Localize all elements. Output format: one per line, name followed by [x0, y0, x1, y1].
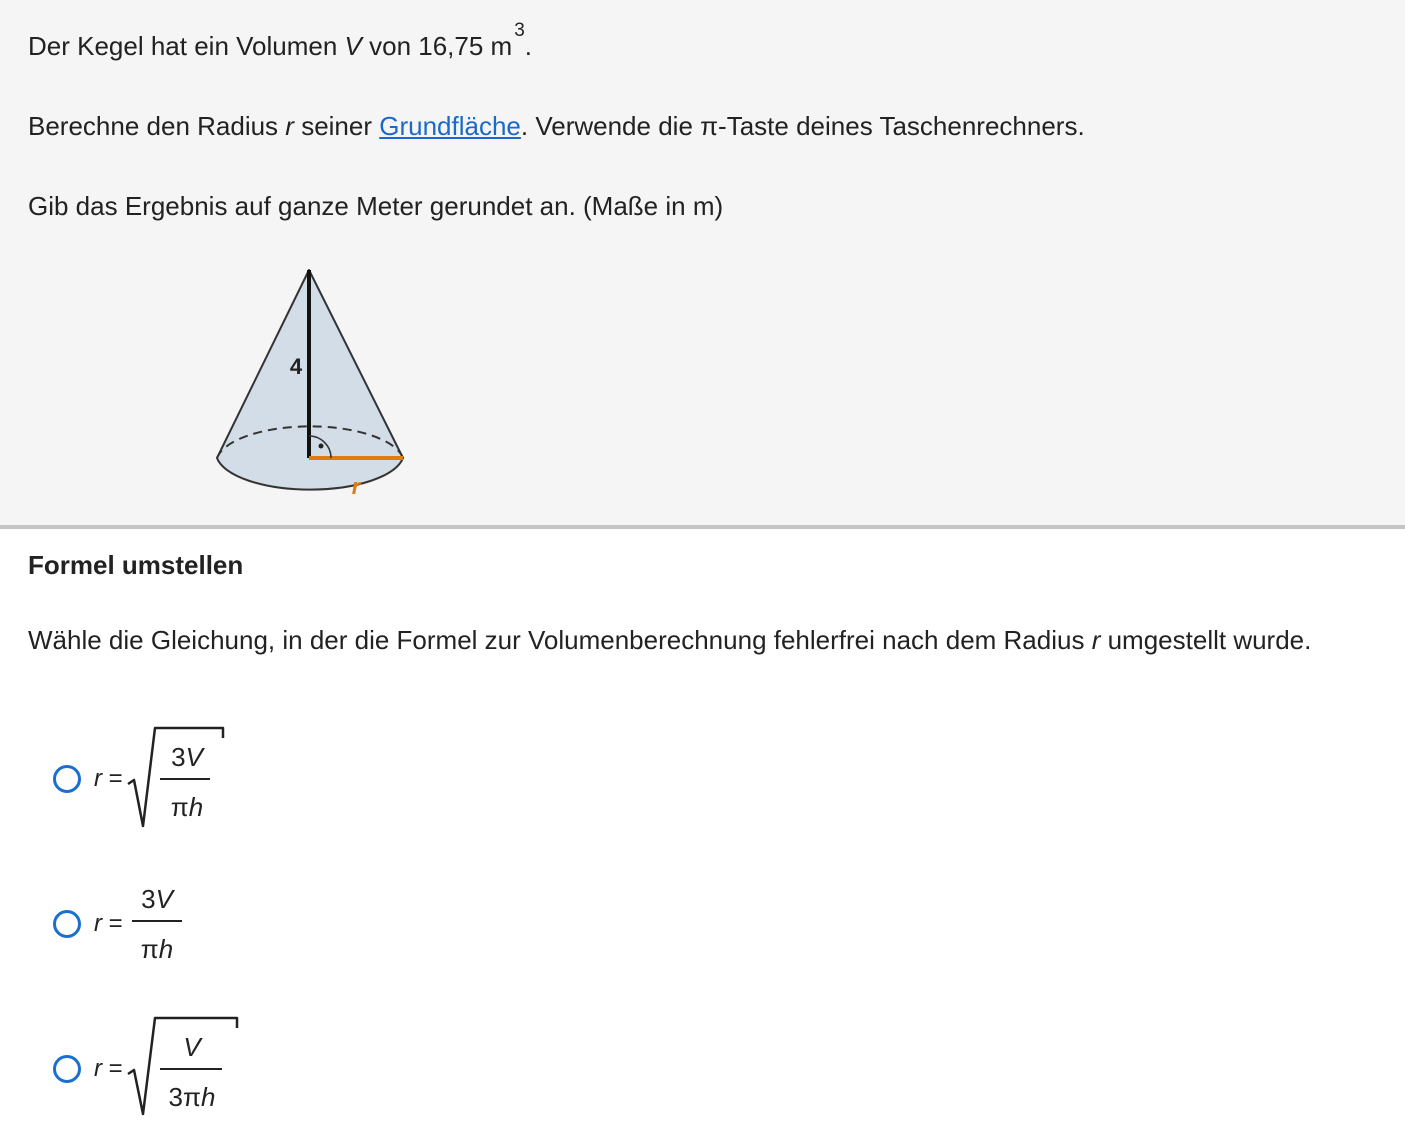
task-volume-line	[28, 20, 533, 66]
task-instruction-line	[28, 110, 1085, 142]
option-3-r: r	[94, 1055, 102, 1082]
option-1-numerator: 3V	[171, 742, 203, 772]
option-1-equals: =	[108, 765, 123, 792]
prompt-prefix: Wähle die Gleichung, in der die Formel zur Volumenberechnung fehlerfrei nach dem Radius	[28, 625, 1092, 655]
question-prompt	[28, 624, 1311, 656]
radio-button-option-2[interactable]	[53, 910, 81, 938]
radio-button-option-3[interactable]	[53, 1055, 81, 1083]
cone-figure	[195, 258, 425, 503]
option-3-numerator: V	[183, 1032, 201, 1062]
option-2-denominator: πh	[140, 934, 174, 964]
radius-label: r	[351, 474, 361, 499]
option-2-r: r	[94, 910, 102, 937]
option-1-lhs	[94, 765, 123, 793]
instruction-suffix: . Verwende die π-Taste deines Taschenrechners.	[520, 111, 1085, 141]
option-3-lhs	[94, 1055, 123, 1083]
volume-value: von 16,75 m	[361, 31, 513, 61]
radius-variable: r	[285, 111, 294, 141]
volume-text-prefix: Der Kegel hat ein Volumen	[28, 31, 345, 61]
option-1-fraction-bar	[160, 778, 210, 780]
option-2-equals: =	[108, 910, 123, 937]
prompt-suffix: umgestellt wurde.	[1100, 625, 1312, 655]
radio-button-option-1[interactable]	[53, 765, 81, 793]
option-3-denominator: 3πh	[168, 1082, 216, 1112]
option-3-equals: =	[108, 1055, 123, 1082]
prompt-variable: r	[1091, 625, 1101, 655]
instruction-prefix: Berechne den Radius	[28, 111, 286, 141]
question-heading: Formel umstellen	[28, 550, 244, 580]
volume-exponent: 3	[514, 20, 525, 41]
option-1-denominator: πh	[170, 792, 204, 822]
height-label: 4	[289, 354, 303, 379]
option-2-lhs	[94, 910, 123, 938]
option-1-r: r	[94, 765, 102, 792]
volume-variable: V	[344, 31, 362, 61]
task-rounding-line: Gib das Ergebnis auf ganze Meter gerundet an. (Maße in m)	[28, 191, 724, 221]
right-angle-dot	[319, 444, 324, 449]
volume-period: .	[524, 31, 533, 61]
section-divider	[0, 525, 1405, 529]
option-2-numerator: 3V	[141, 884, 173, 914]
option-2-fraction-bar	[132, 920, 182, 922]
option-3-fraction-bar	[160, 1068, 222, 1070]
instruction-mid: seiner	[293, 111, 380, 141]
task-panel	[0, 0, 1405, 525]
grundflaeche-link[interactable]: Grundfläche	[379, 111, 521, 141]
